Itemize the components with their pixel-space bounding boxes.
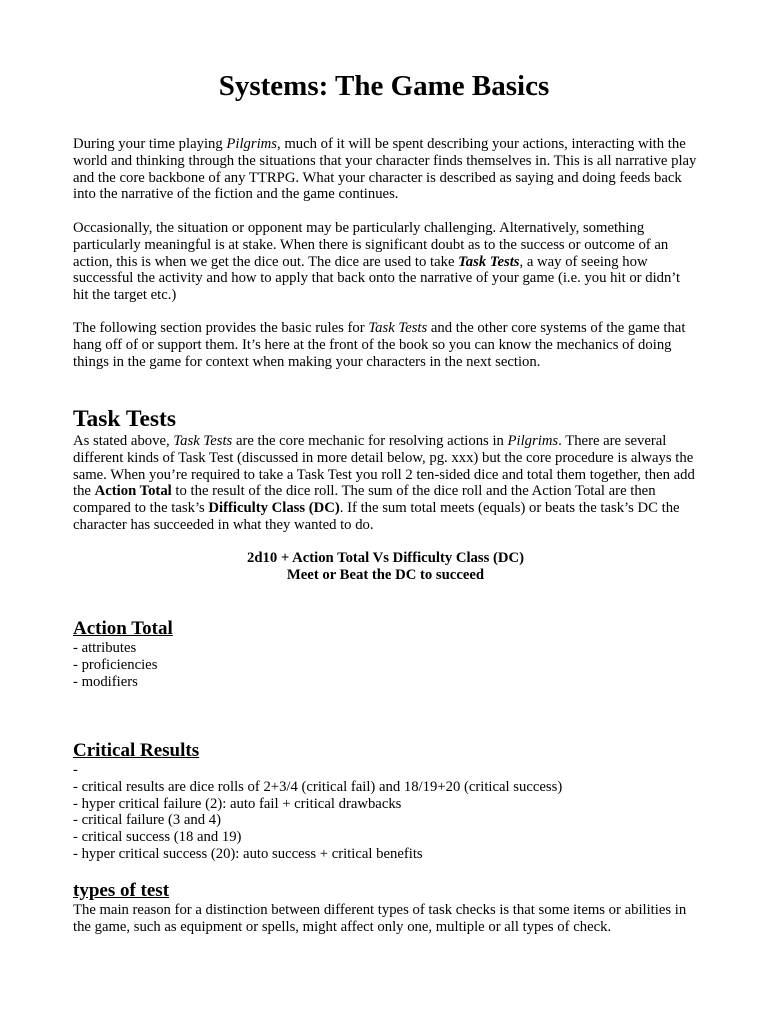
list-item: - critical results are dice rolls of 2+3/4 (critical fail) and 18/19+20 (critical success) [73, 778, 563, 795]
formula-line-1: 2d10 + Action Total Vs Difficulty Class (DC) [247, 550, 524, 566]
task-tests-heading: Task Tests [73, 406, 176, 432]
critical-results-section [73, 740, 698, 863]
task-tests-section [73, 405, 698, 534]
critical-results-heading: Critical Results [73, 740, 200, 761]
list-item: - critical failure (3 and 4) [73, 812, 222, 829]
formula-line-2: Meet or Beat the DC to succeed [286, 566, 485, 583]
intro-paragraph-3: The following section provides the basic rules for Task Tests and the other core systems of the game that hang off of or support them. It’s here at the front of the book so you can know the mechanics of doing things in the game for context when making your characters in the next section. [73, 320, 686, 370]
list-item: - attributes [73, 640, 137, 656]
list-item: - [73, 762, 78, 778]
formula-block [73, 550, 698, 584]
list-item: - critical success (18 and 19) [73, 829, 242, 846]
list-item: - hyper critical failure (2): auto fail + critical drawbacks [73, 795, 402, 812]
list-item: - proficiencies [73, 656, 158, 673]
intro-paragraph-2: Occasionally, the situation or opponent may be particularly challenging. Alternatively, something particularly meaningful is at stake. When there is significant doubt as to the success or outcome of an action, this is when we get the dice out. The dice are used to take Task Tests, a way of seeing how successful the activity and how to apply that back onto the narrative of your game (i.e. you hit or didn’t hit the target etc.) [73, 220, 681, 304]
page-title: Systems: The Game Basics [218, 70, 550, 102]
list-item: - hyper critical success (20): auto success + critical benefits [73, 845, 423, 862]
task-tests-paragraph: As stated above, Task Tests are the core mechanic for resolving actions in Pilgrims. There are several different kinds of Task Test (discussed in more detail below, pg. xxx) but the core procedure is always the same. When you’re required to take a Task Test you roll 2 ten-sided dice and total them together, then add the Action Total to the result of the dice roll. The sum of the dice roll and the Action Total are then compared to the task’s Difficulty Class (DC). If the sum total meets (equals) or beats the task’s DC the character has succeeded in what they wanted to do. [73, 433, 695, 533]
types-of-test-paragraph: The main reason for a distinction between different types of task checks is that some items or abilities in the game, such as equipment or spells, might affect only one, multiple or all types of check. [73, 902, 687, 935]
action-total-heading: Action Total [73, 618, 173, 639]
intro-paragraph-1: During your time playing Pilgrims, much of it will be spent describing your actions, interacting with the world and thinking through the situations that your character finds themselves in. This is all narrative play and the core backbone of any TTRPG. What your character is described as saying and doing feeds back into the narrative of the fiction and the game continues. [73, 136, 697, 203]
action-total-section [73, 618, 698, 690]
types-of-test-heading: types of test [73, 880, 170, 901]
types-of-test-section [73, 880, 698, 936]
list-item: - modifiers [73, 673, 138, 690]
